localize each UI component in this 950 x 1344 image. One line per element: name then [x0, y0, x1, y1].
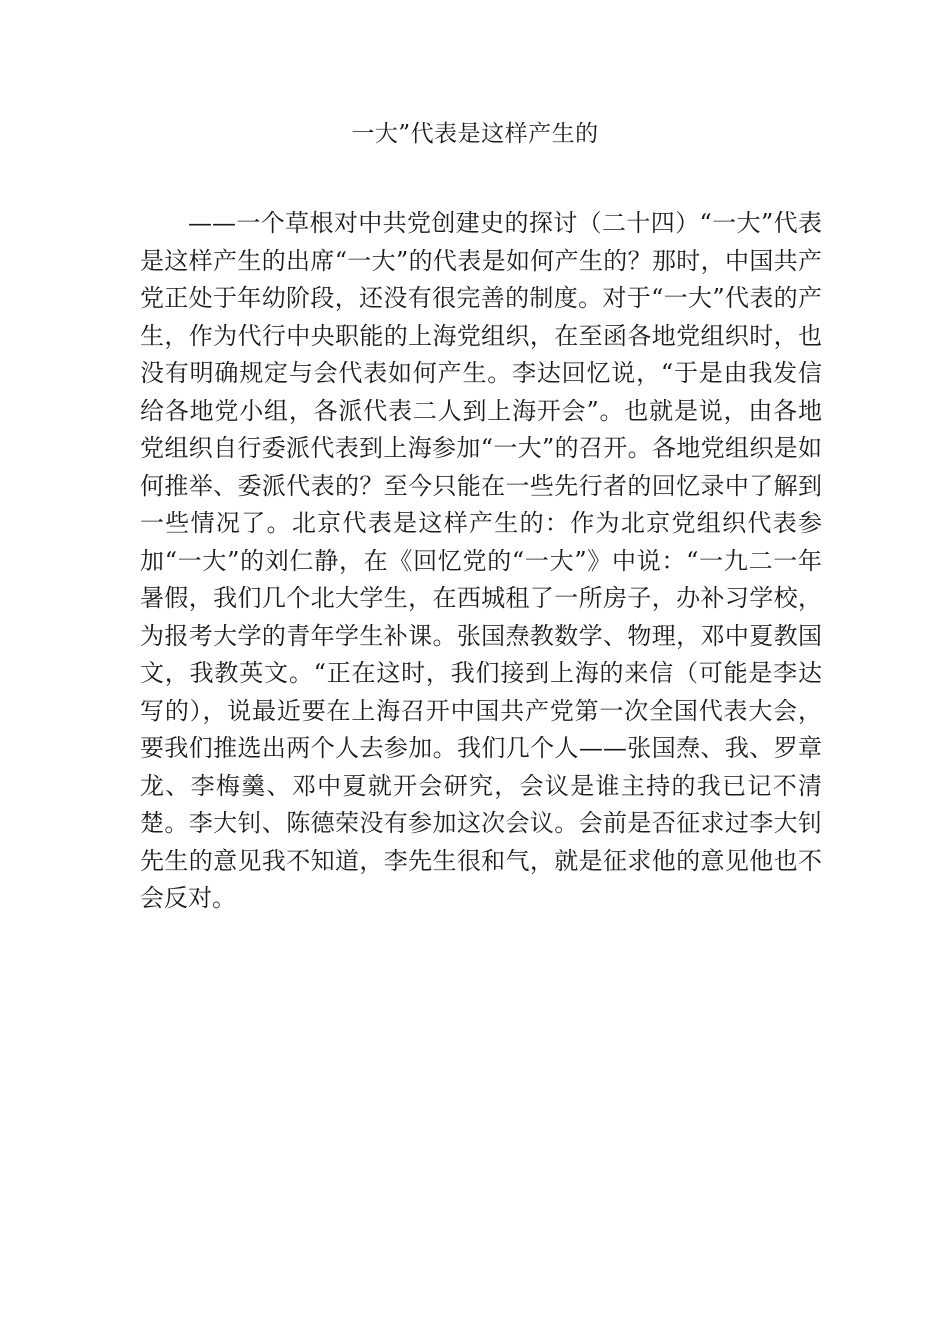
- document-body-paragraph: ——一个草根对中共党创建史的探讨（二十四）“一大”代表是这样产生的出席“一大”的代表是如何产生的？那时，中国共产党正处于年幼阶段，还没有很完善的制度。对于“一大”代表的产生，作为代行中央职能的上海党组织，在至函各地党组织时，也没有明确规定与会代表如何产生。李达回忆说，“于是由我发信给各地党小组，各派代表二人到上海开会”。也就是说，由各地党组织自行委派代表到上海参加“一大”的召开。各地党组织是如何推举、委派代表的？至今只能在一些先行者的回忆录中了解到一些情况了。北京代表是这样产生的：作为北京党组织代表参加“一大”的刘仁静，在《回忆党的“一大”》中说：“一九二一年暑假，我们几个北大学生，在西城租了一所房子，办补习学校，为报考大学的青年学生补课。张国焘教数学、物理，邓中夏教国文，我教英文。“正在这时，我们接到上海的来信（可能是李达写的），说最近要在上海召开中国共产党第一次全国代表大会，要我们推选出两个人去参加。我们几个人——张国焘、我、罗章龙、李梅羹、邓中夏就开会研究，会议是谁主持的我已记不清楚。李大钊、陈德荣没有参加这次会议。会前是否征求过李大钊先生的意见我不知道，李先生很和气，就是征求他的意见他也不会反对。: [140, 209, 822, 912]
- document-title: 一大”代表是这样产生的: [351, 121, 599, 147]
